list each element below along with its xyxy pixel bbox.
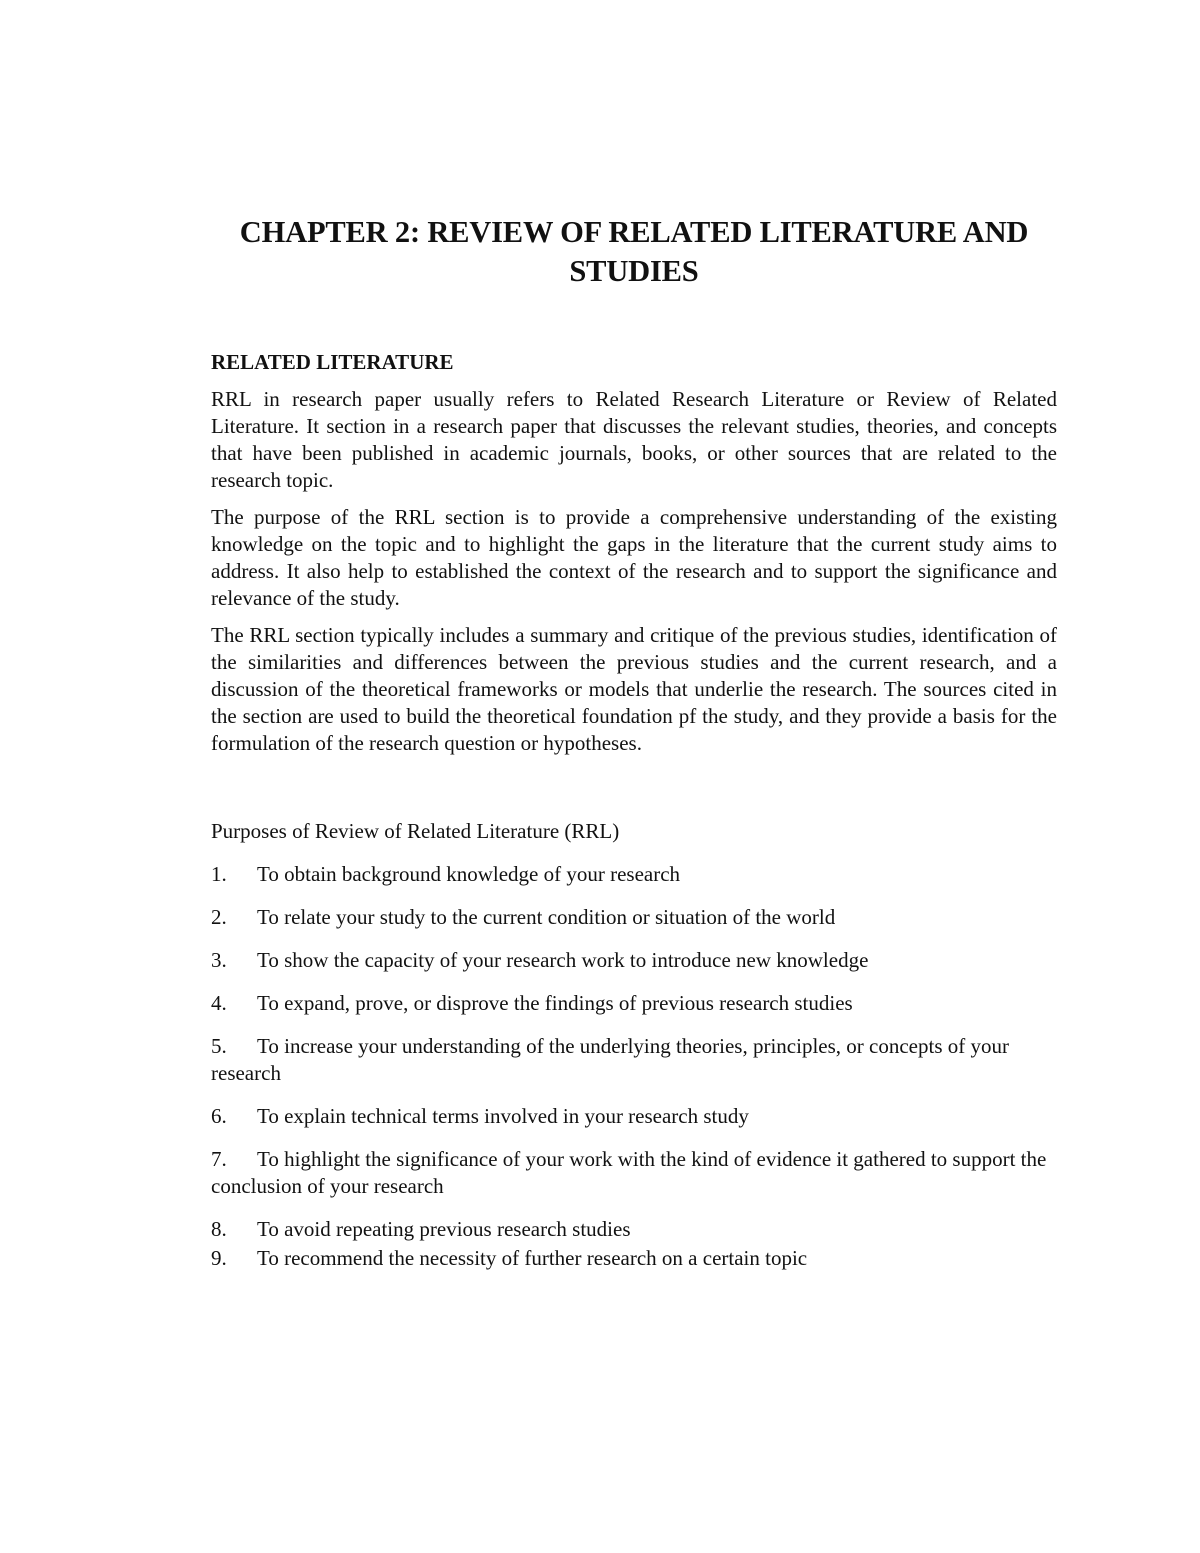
paragraph-1: RRL in research paper usually refers to Related Research Literature or Review of Related Literature. It section in a research paper that discusses the relevant studies, theories, and concepts that have been published in academic journals, books, or other sources that are related to the research topic. — [211, 387, 1057, 492]
list-item — [211, 1033, 1057, 1087]
purposes-list — [211, 861, 1057, 1272]
list-item-text: To highlight the significance of your work with the kind of evidence it gathered to support the conclusion of your research — [211, 1147, 1047, 1198]
list-item-number: 4. — [211, 991, 227, 1015]
list-item-text: To explain technical terms involved in your research study — [257, 1104, 749, 1128]
list-item-number: 9. — [211, 1246, 227, 1270]
list-item-number: 8. — [211, 1217, 227, 1241]
list-item-number: 6. — [211, 1104, 227, 1128]
list-item-number: 5. — [211, 1034, 227, 1058]
document-body — [211, 213, 1057, 1288]
list-item-text: To obtain background knowledge of your research — [257, 862, 681, 886]
list-item — [211, 861, 1057, 888]
list-item-number: 3. — [211, 948, 227, 972]
list-item — [211, 990, 1057, 1017]
paragraph-3: The RRL section typically includes a summary and critique of the previous studies, identification of the similarities and differences between the previous studies and the current research, and a discussion of the theoretical frameworks or models that underlie the research. The sources cited in the section are used to build the theoretical foundation pf the study, and they provide a basis for the formulation of the research question or hypotheses. — [211, 623, 1057, 755]
list-item — [211, 904, 1057, 931]
list-item — [211, 1216, 1057, 1243]
paragraph-2: The purpose of the RRL section is to provide a comprehensive understanding of the existing knowledge on the topic and to highlight the gaps in the literature that the current study aims to address. It also help to established the context of the research and to support the significance and relevance of the study. — [211, 505, 1057, 610]
list-item — [211, 947, 1057, 974]
chapter-title: CHAPTER 2: REVIEW OF RELATED LITERATURE AND STUDIES — [239, 215, 1029, 288]
list-item — [211, 1103, 1057, 1130]
list-item-text: To avoid repeating previous research studies — [257, 1217, 631, 1241]
list-item-number: 1. — [211, 862, 227, 886]
list-item — [211, 1245, 1057, 1272]
list-item-text: To increase your understanding of the underlying theories, principles, or concepts of your research — [211, 1034, 1009, 1085]
purposes-heading: Purposes of Review of Related Literature (RRL) — [211, 819, 620, 843]
list-item-number: 2. — [211, 905, 227, 929]
list-item-text: To recommend the necessity of further research on a certain topic — [257, 1246, 808, 1270]
section-heading: RELATED LITERATURE — [211, 350, 454, 374]
list-item-text: To show the capacity of your research work to introduce new knowledge — [257, 948, 869, 972]
list-item — [211, 1146, 1057, 1200]
list-item-number: 7. — [211, 1147, 227, 1171]
list-item-text: To expand, prove, or disprove the findings of previous research studies — [257, 991, 853, 1015]
list-item-text: To relate your study to the current condition or situation of the world — [257, 905, 836, 929]
